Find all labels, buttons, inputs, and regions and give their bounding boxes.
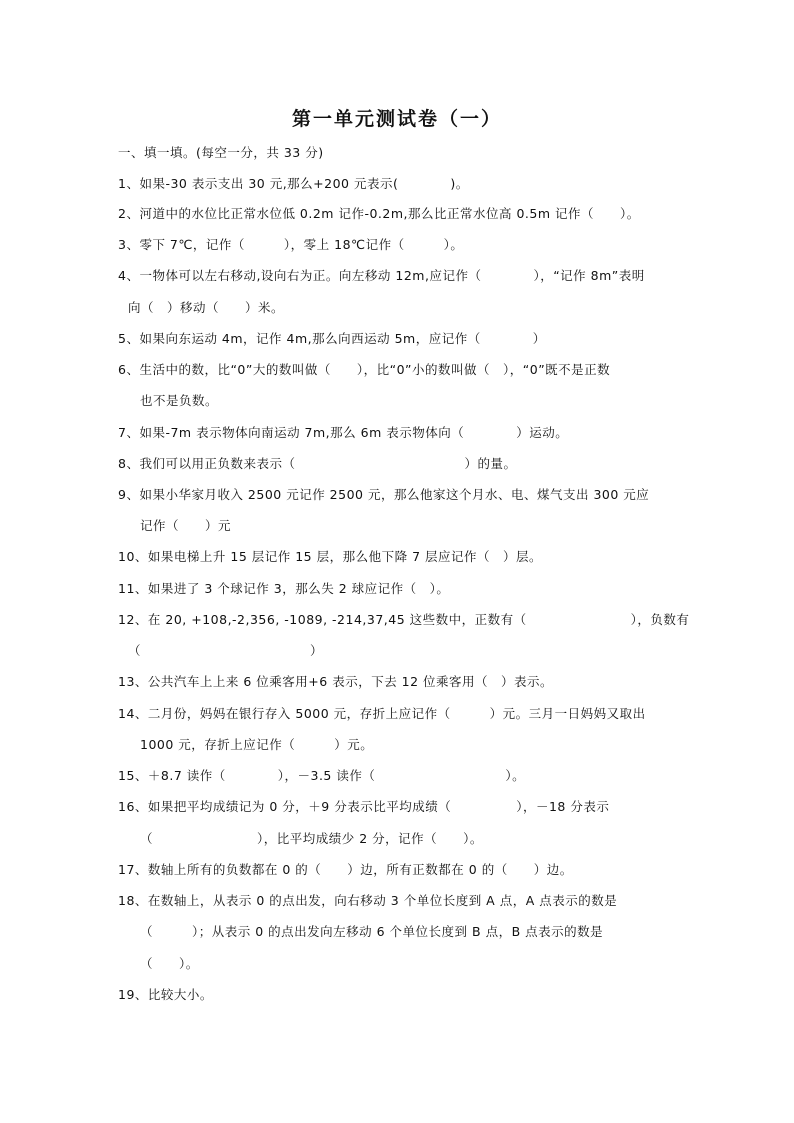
question-18-continued-2: （ ）。 xyxy=(140,956,199,971)
question-16: 16、如果把平均成绩记为 0 分，＋9 分表示比平均成绩（ ），－18 分表示 xyxy=(118,799,610,814)
question-6-continued: 也不是负数。 xyxy=(140,393,219,408)
question-15: 15、＋8.7 读作（ ），－3.5 读作（ ）。 xyxy=(118,768,526,783)
question-9-continued: 记作（ ）元 xyxy=(140,518,232,533)
question-11: 11、如果进了 3 个球记作 3，那么失 2 球应记作（ ）。 xyxy=(118,581,450,596)
question-18-continued: （ ）；从表示 0 的点出发向左移动 6 个单位长度到 B 点，B 点表示的数是 xyxy=(140,924,604,939)
question-19: 19、比较大小。 xyxy=(118,987,213,1002)
question-17: 17、数轴上所有的负数都在 0 的（ ）边，所有正数都在 0 的（ ）边。 xyxy=(118,862,573,877)
question-4-continued: 向（ ）移动（ ）米。 xyxy=(128,300,285,315)
question-5: 5、如果向东运动 4m，记作 4m,那么向西运动 5m，应记作（ ） xyxy=(118,331,546,346)
question-14: 14、二月份，妈妈在银行存入 5000 元，存折上应记作（ ）元。三月一日妈妈又取出 xyxy=(118,706,646,721)
question-7: 7、如果-7m 表示物体向南运动 7m,那么 6m 表示物体向（ ）运动。 xyxy=(118,425,569,440)
question-6: 6、生活中的数，比“0”大的数叫做（ ），比“0”小的数叫做（ ），“0”既不是正数 xyxy=(118,362,611,377)
question-12: 12、在 20, +108,-2,356, -1089, -214,37,45 这些数中，正数有（ ），负数有 xyxy=(118,612,690,627)
question-18: 18、在数轴上，从表示 0 的点出发，向右移动 3 个单位长度到 A 点，A 点表示的数是 xyxy=(118,893,618,908)
section-heading: 一、填一填。(每空一分，共 33 分) xyxy=(118,145,324,160)
question-14-continued: 1000 元，存折上应记作（ ）元。 xyxy=(140,737,374,752)
question-13: 13、公共汽车上上来 6 位乘客用+6 表示，下去 12 位乘客用（ ）表示。 xyxy=(118,674,554,689)
question-2: 2、河道中的水位比正常水位低 0.2m 记作-0.2m,那么比正常水位高 0.5m 记作（ ）。 xyxy=(118,206,640,221)
question-1: 1、如果-30 表示支出 30 元,那么+200 元表示( )。 xyxy=(118,176,469,191)
question-10: 10、如果电梯上升 15 层记作 15 层，那么他下降 7 层应记作（ ）层。 xyxy=(118,549,543,564)
question-8: 8、我们可以用正负数来表示（ ）的量。 xyxy=(118,456,517,471)
page-title: 第一单元测试卷（一） xyxy=(291,108,502,130)
question-4: 4、一物体可以左右移动,设向右为正。向左移动 12m,应记作（ ），“记作 8m”表明 xyxy=(118,268,645,283)
question-16-continued: （ ），比平均成绩少 2 分，记作（ ）。 xyxy=(140,831,483,846)
question-9: 9、如果小华家月收入 2500 元记作 2500 元，那么他家这个月水、电、煤气支出 300 元应 xyxy=(118,487,650,502)
question-12-continued: （ ） xyxy=(128,643,324,658)
question-3: 3、零下 7℃，记作（ ），零上 18℃记作（ ）。 xyxy=(118,237,464,252)
